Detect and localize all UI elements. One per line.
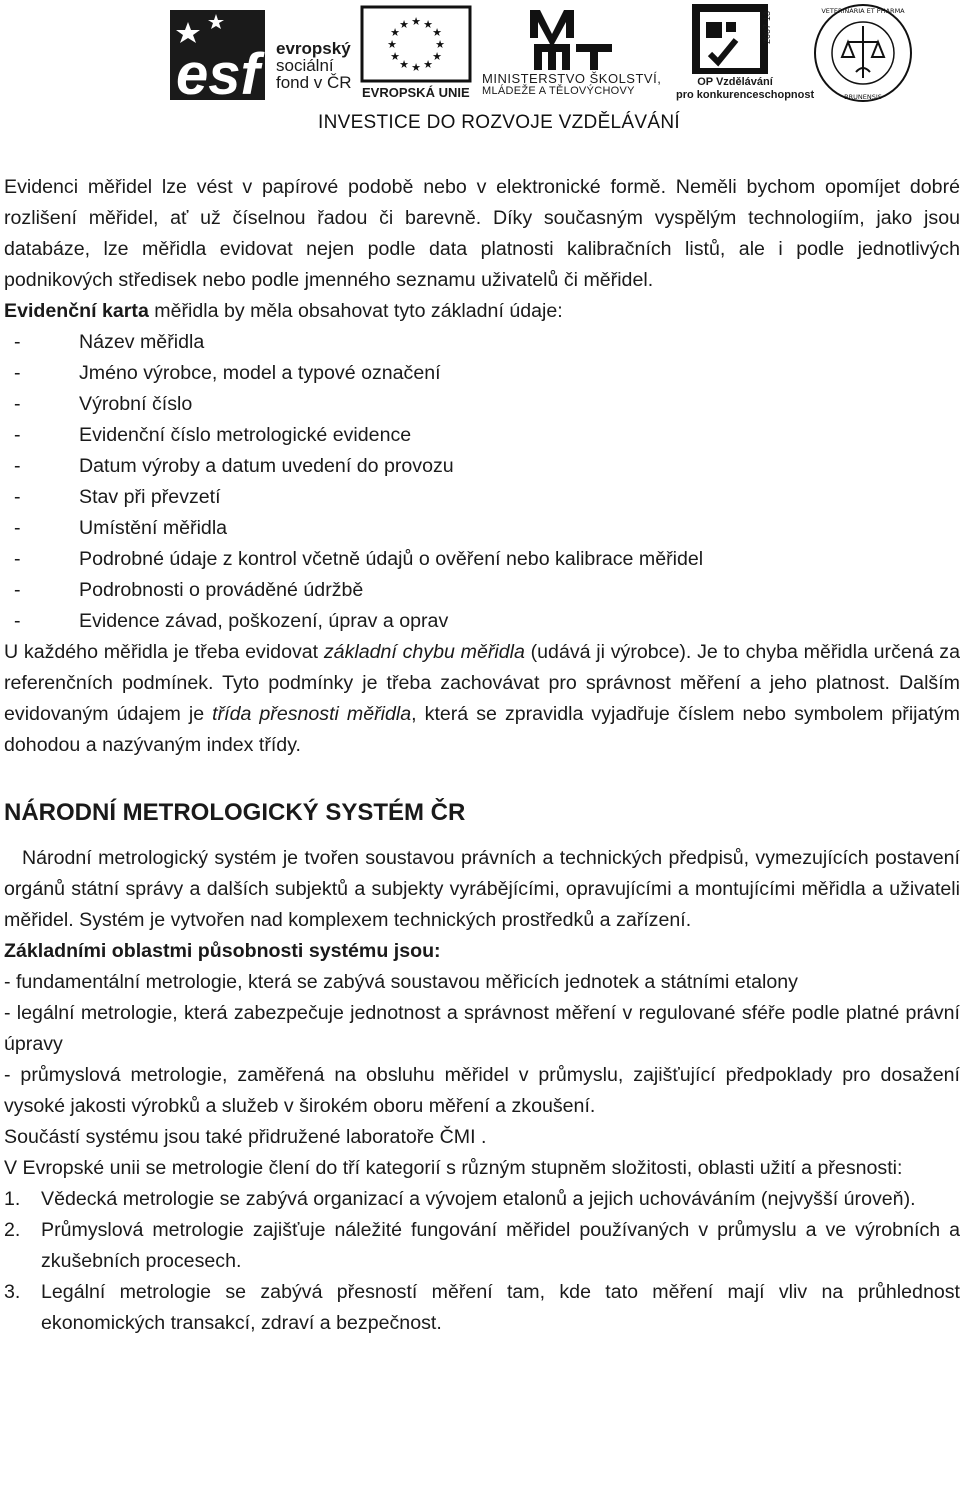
tagline: INVESTICE DO ROZVOJE VZDĚLÁVÁNÍ — [318, 112, 680, 133]
list-text: Průmyslová metrologie zajišťuje náležité fungování měřidel používaných v průmyslu a ve výrobních a zkušebních procesech. — [41, 1219, 960, 1272]
svg-text:★: ★ — [399, 58, 409, 71]
svg-text:★: ★ — [423, 58, 433, 71]
eu-paragraph: V Evropské unii se metrologie člení do tří kategorií s různým stupněm složitosti, oblasti užití a přesnosti: — [4, 1157, 903, 1179]
op-logo — [676, 4, 815, 101]
svg-text:★: ★ — [411, 61, 421, 74]
eu-caption: EVROPSKÁ UNIE — [362, 85, 470, 100]
list-item: - Stav při převzetí — [4, 482, 960, 513]
list-item: - Evidenční číslo metrologické evidence — [4, 420, 960, 451]
university-seal — [812, 2, 914, 104]
svg-text:★: ★ — [399, 18, 409, 31]
error-text-3: , která se zpravidla vyjadřuje číslem nebo symbolem přijatým dohodou a nazývaným index třídy. — [4, 703, 960, 756]
svg-text:★: ★ — [423, 18, 433, 31]
svg-text:★: ★ — [432, 26, 442, 39]
esf-line2: sociální — [276, 56, 334, 75]
esf-logo — [170, 10, 360, 100]
list-item: - Podrobné údaje z kontrol včetně údajů o ověření nebo kalibrace měřidel — [4, 544, 960, 575]
svg-text:★: ★ — [411, 15, 421, 28]
list-item: - Evidence závad, poškození, úprav a oprav — [4, 606, 960, 637]
esf-line1: evropský — [276, 39, 351, 58]
svg-text:★: ★ — [432, 50, 442, 63]
university-seal-icon — [812, 2, 914, 104]
svg-text:★: ★ — [435, 38, 445, 51]
list-text: Vědecká metrologie se zabývá organizací a vývojem etalonů a jejich uchováváním (nejvyšší úroveň). — [41, 1188, 916, 1210]
svg-text:★: ★ — [387, 38, 397, 51]
op-line1: OP Vzdělávání — [697, 76, 773, 88]
list-item: - Jméno výrobce, model a typové označení — [4, 358, 960, 389]
error-italic-1: základní chybu měřidla — [323, 641, 525, 663]
list-item: - Umístění měřidla — [4, 513, 960, 544]
msmt-logo — [482, 4, 672, 99]
document-body — [4, 172, 960, 1339]
eu-logo — [360, 5, 475, 100]
msmt-emblem-icon — [482, 4, 672, 72]
svg-text:★: ★ — [390, 26, 400, 39]
list-number: 2. — [4, 1219, 21, 1241]
labs-paragraph: Součástí systému jsou také přidružené laboratoře ČMI . — [4, 1126, 487, 1148]
section-heading: NÁRODNÍ METROLOGICKÝ SYSTÉM ČR — [4, 799, 466, 826]
list-item: - Výrobní číslo — [4, 389, 960, 420]
areas-heading-text: Základními oblastmi působnosti systému jsou: — [4, 940, 441, 962]
area-item: - legální metrologie, která zabezpečuje jednotnost a správnost měření v regulované sféře podle platné právní úpravy — [4, 1002, 960, 1055]
logo-header — [0, 0, 960, 140]
op-years: 2007-13 — [762, 10, 772, 44]
op-line2: pro konkurenceschopnost — [676, 89, 815, 101]
card-lead-bold: Evidenční karta — [4, 300, 149, 322]
intro-paragraph: Evidenci měřidel lze vést v papírové podobě nebo v elektronické formě. Neměli bychom opomíjet dobré rozlišení měřidel, ať už číselnou řadou či barevně. Díky současným vyspělým technologiím, jako jsou databáze, lze měřidla evidovat nejen podle data platnosti kalibračních listů, ale i podle jednotlivých podnikových středisek nebo podle jmenného seznamu uživatelů či měřidel. — [4, 176, 960, 291]
list-text: Legální metrologie se zabývá přesností měření tam, kde tato měření mají vliv na průhlednost ekonomických transakcí, zdraví a bezpečnost. — [41, 1281, 960, 1334]
list-item — [4, 1277, 960, 1339]
msmt-line1: MINISTERSTVO ŠKOLSTVÍ, — [482, 71, 662, 86]
error-text-2: (udává ji výrobce). Je to chyba měřidla určená za referenčních podmínek. Tyto podmínky je třeba zachovávat pro správnost měření a jeho platnost. Dalším evidovaným údajem je — [4, 641, 960, 725]
error-text-1: U každého měřidla je třeba evidovat — [4, 641, 324, 663]
list-number: 1. — [4, 1188, 21, 1210]
list-item: - Název měřidla — [4, 327, 960, 358]
svg-text:★: ★ — [390, 50, 400, 63]
area-item: - průmyslová metrologie, zaměřená na obsluhu měřidel v průmyslu, zajišťující předpoklady pro dosažení vysoké jakosti výrobků a služeb v širokém oboru měření a zkoušení. — [4, 1064, 960, 1117]
areas-heading — [4, 936, 960, 967]
svg-text:VETERINARIA ET PHARMA: VETERINARIA ET PHARMA — [821, 7, 905, 15]
list-item — [4, 1215, 960, 1277]
msmt-line2: MLÁDEŽE A TĚLOVÝCHOVY — [482, 85, 635, 97]
section-intro: Národní metrologický systém je tvořen soustavou právních a technických předpisů, vymezujících postavení orgánů státní správy a dalších subjektů a subjekty vyrábějícími, opravujícími a montujícími měřidla a uživateli měřidel. Systém je vytvořen nad komplexem technických prostředků a zařízení. — [4, 847, 960, 931]
error-paragraph — [4, 637, 960, 761]
categories-list — [4, 1184, 960, 1339]
eu-flag-icon — [360, 5, 472, 83]
list-number: 3. — [4, 1281, 21, 1303]
esf-line3: fond v ČR — [276, 73, 352, 92]
list-item: - Datum výroby a datum uvedení do provozu — [4, 451, 960, 482]
card-items-list — [4, 327, 960, 637]
error-italic-2: třída přesnosti měřidla — [212, 703, 412, 725]
card-lead-rest: měřidla by měla obsahovat tyto základní údaje: — [148, 300, 563, 322]
list-item — [4, 1184, 960, 1215]
svg-text:BRUNENSIS: BRUNENSIS — [844, 93, 882, 101]
list-item: - Podrobnosti o prováděné údržbě — [4, 575, 960, 606]
svg-text:esf: esf — [176, 42, 260, 100]
card-lead — [4, 296, 960, 327]
area-item: - fundamentální metrologie, která se zabývá soustavou měřicích jednotek a státními etalony — [4, 971, 798, 993]
